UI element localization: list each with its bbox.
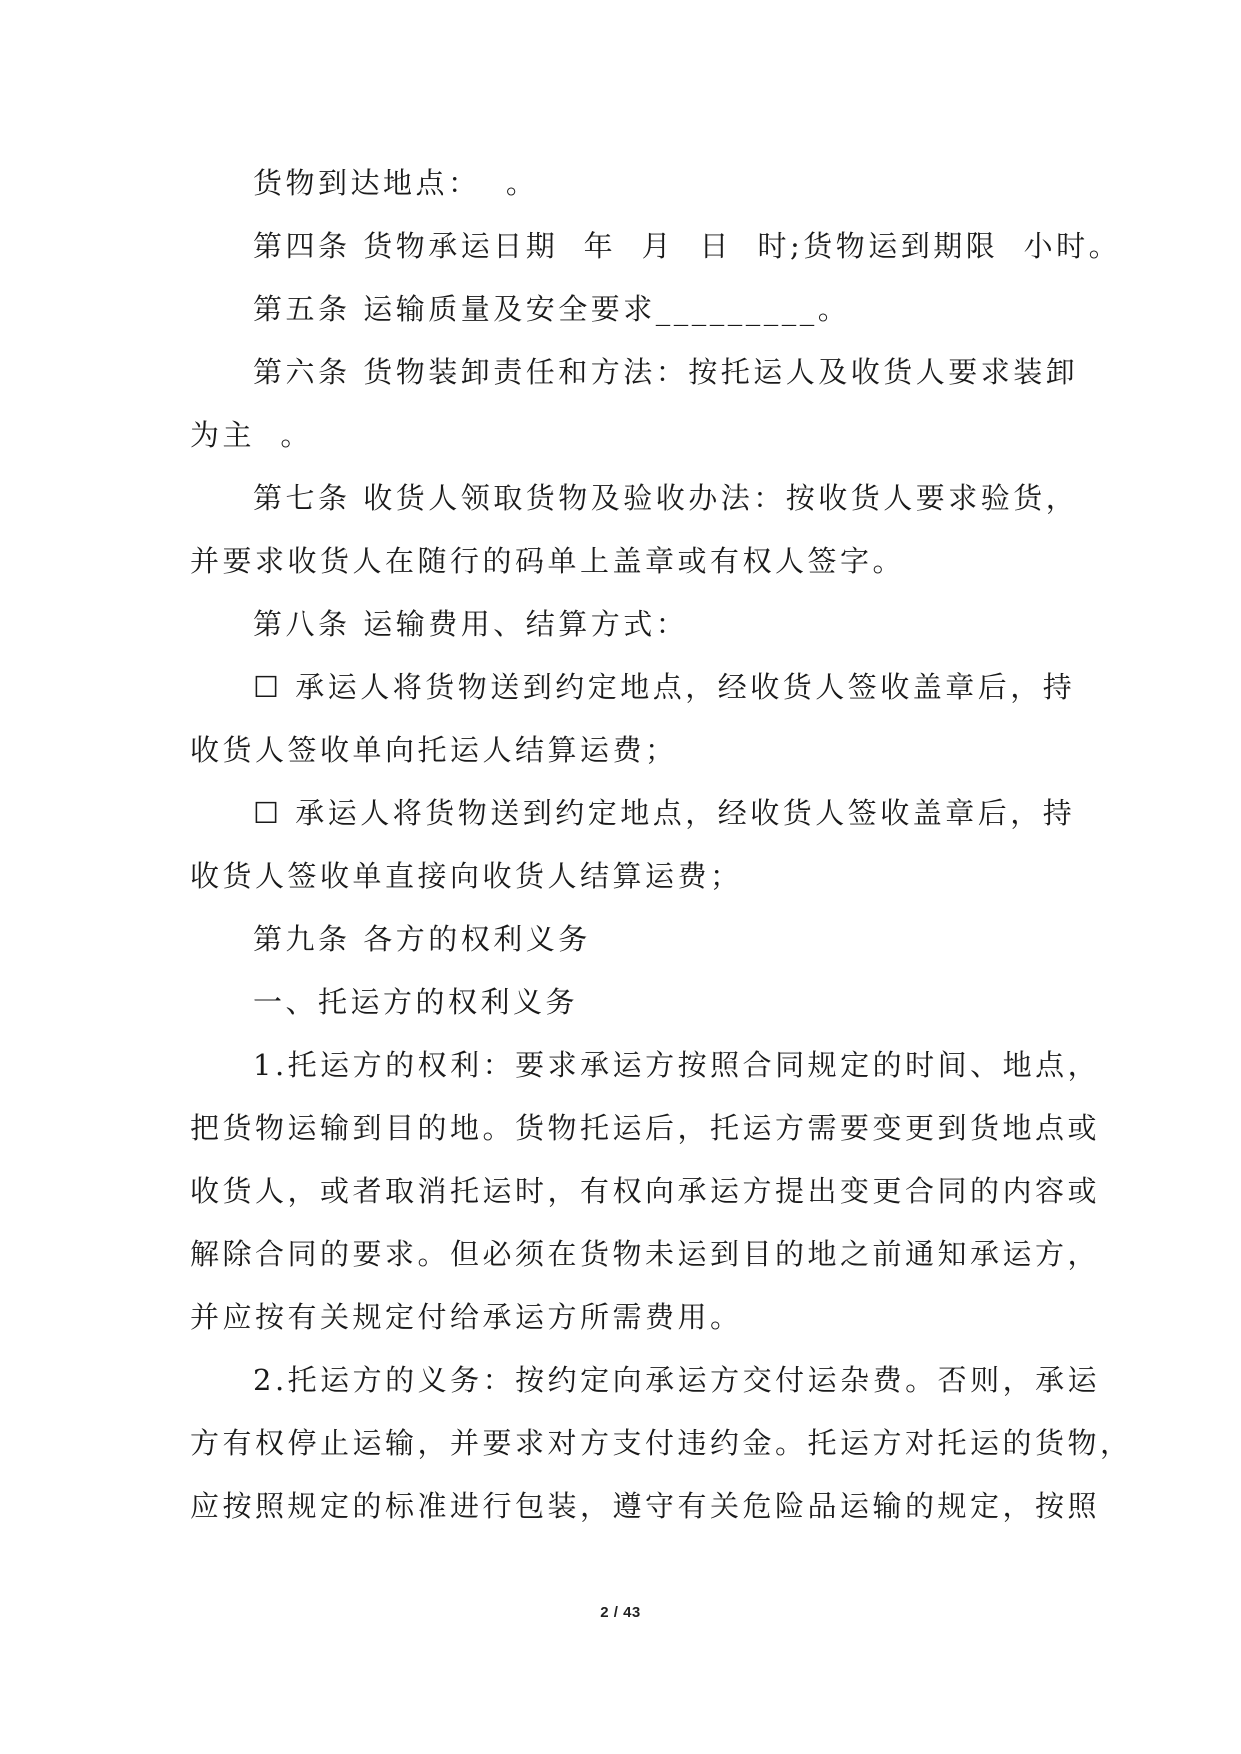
text-line-article-4: 第四条 货物承运日期 年 月 日 时;货物运到期限 小时。 [253,229,1122,263]
text-line-article-5: 第五条 运输质量及安全要求_________。 [253,292,851,326]
text-line-shipper-rights-cont-4: 并应按有关规定付给承运方所需费用。 [190,1300,743,1334]
text-line-arrival-place: 货物到达地点： 。 [253,166,539,200]
checkbox-option-1-cont: 收货人签收单向托运人结算运费； [190,733,678,767]
text-line-article-6: 第六条 货物装卸责任和方法：按托运人及收货人要求装卸 [253,355,1079,389]
text-line-article-6-cont: 为主 。 [190,418,313,452]
text-line-shipper-duties: 2.托运方的义务：按约定向承运方交付运杂费。否则，承运 [253,1363,1101,1397]
text-line-shipper-rights-cont-3: 解除合同的要求。但必须在货物未运到目的地之前通知承运方， [190,1237,1101,1271]
text-line-shipper-duties-cont-2: 应按照规定的标准进行包装，遵守有关危险品运输的规定，按照 [190,1489,1101,1523]
text-line-shipper-rights: 1.托运方的权利：要求承运方按照合同规定的时间、地点， [253,1048,1101,1082]
text-line-shipper-duties-cont-1: 方有权停止运输，并要求对方支付违约金。托运方对托运的货物， [190,1426,1133,1460]
checkbox-option-2: ☐ 承运人将货物送到约定地点，经收货人签收盖章后，持 [253,796,1076,830]
text-line-shipper-rights-cont-1: 把货物运输到目的地。货物托运后，托运方需要变更到货地点或 [190,1111,1101,1145]
text-line-article-8: 第八条 运输费用、结算方式： [253,607,689,641]
checkbox-option-1: ☐ 承运人将货物送到约定地点，经收货人签收盖章后，持 [253,670,1076,704]
section-heading-shipper: 一、托运方的权利义务 [253,985,579,1019]
page-number: 2 / 43 [600,1604,641,1621]
checkbox-option-2-cont: 收货人签收单直接向收货人结算运费； [190,859,743,893]
text-line-article-7-cont: 并要求收货人在随行的码单上盖章或有权人签字。 [190,544,906,578]
text-line-article-9: 第九条 各方的权利义务 [253,922,591,956]
text-line-article-7: 第七条 收货人领取货物及验收办法：按收货人要求验货， [253,481,1079,515]
text-line-shipper-rights-cont-2: 收货人，或者取消托运时，有权向承运方提出变更合同的内容或 [190,1174,1101,1208]
